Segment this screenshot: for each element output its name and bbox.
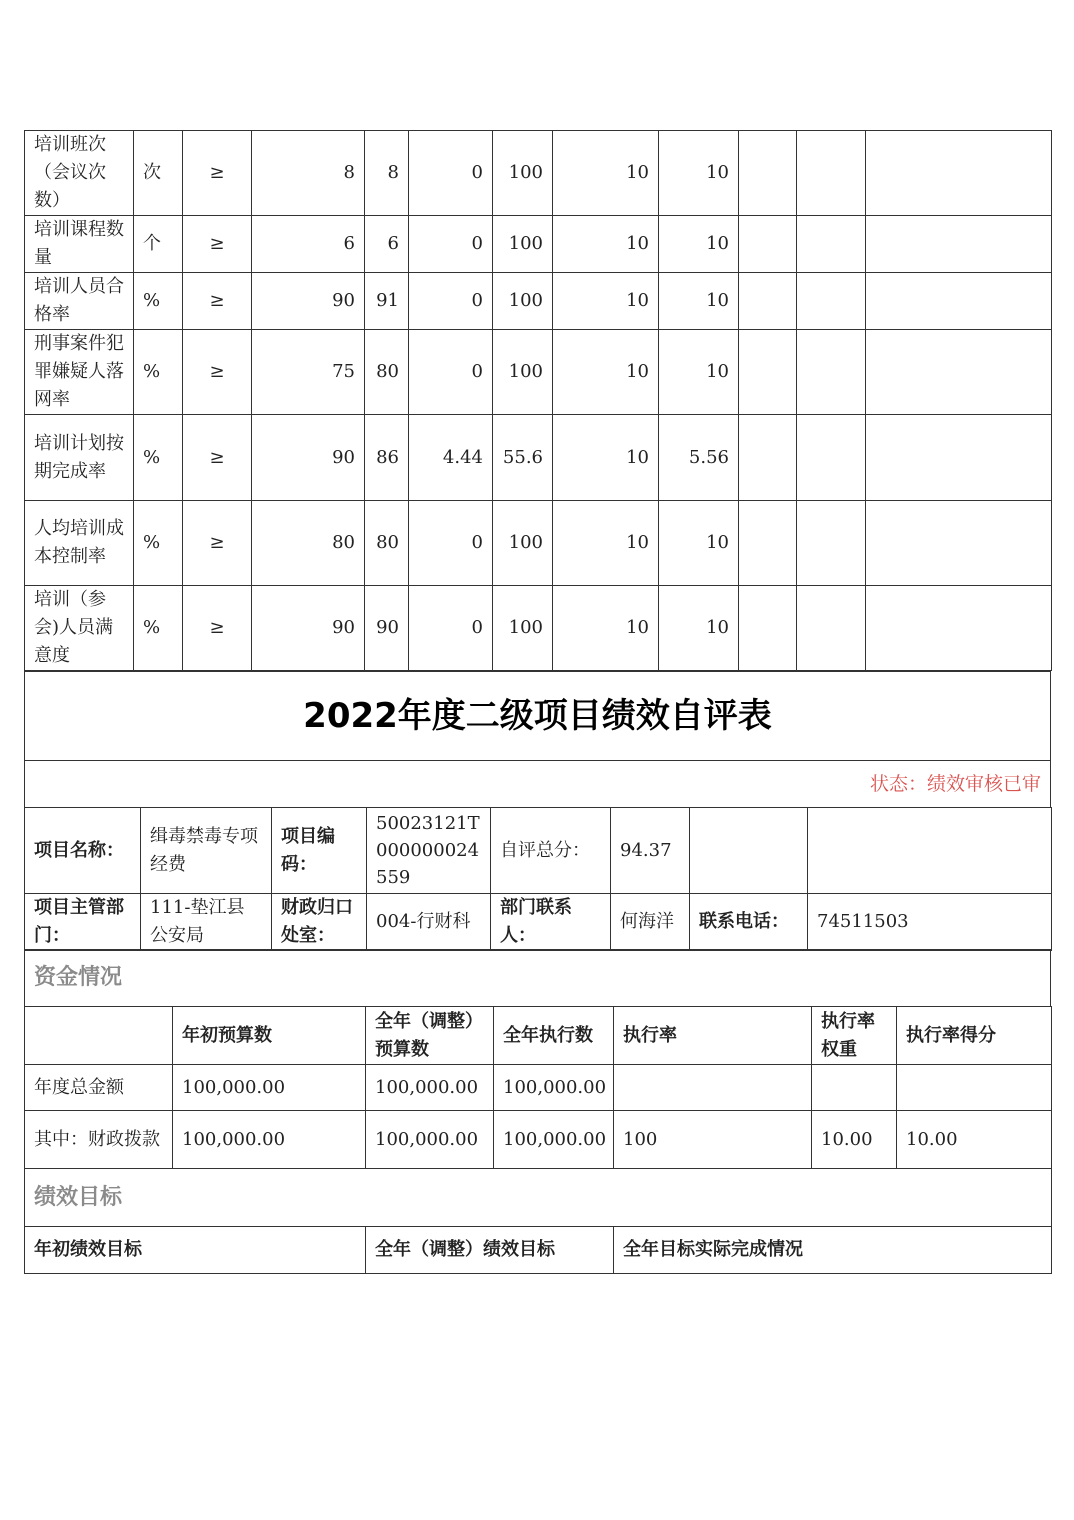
funds-table	[24, 1006, 1052, 1169]
indicator-weight: 10	[553, 216, 659, 273]
indicator-operator: ≥	[183, 216, 252, 273]
funds-cell	[614, 1065, 812, 1111]
funds-header-cell	[25, 1007, 173, 1065]
indicator-weight: 10	[553, 131, 659, 216]
empty-cell	[739, 330, 797, 415]
empty-cell	[866, 415, 1052, 501]
empty-cell	[866, 216, 1052, 273]
empty-cell	[739, 216, 797, 273]
empty-cell	[690, 808, 808, 894]
project-info-table	[24, 807, 1052, 951]
empty-cell	[866, 586, 1052, 671]
funds-cell: 年度总金额	[25, 1065, 173, 1111]
goals-table	[24, 1168, 1052, 1274]
total-score-value: 94.37	[611, 808, 690, 894]
funds-section-title: 资金情况	[25, 950, 1051, 1007]
goals-section-title: 绩效目标	[25, 1169, 1052, 1227]
indicator-score: 10	[659, 273, 739, 330]
funds-cell	[812, 1065, 897, 1111]
dept-label: 项目主管部门：	[25, 894, 141, 951]
funds-cell: 100,000.00	[366, 1111, 494, 1169]
funds-header-cell: 执行率权重	[812, 1007, 897, 1065]
indicator-weight: 10	[553, 273, 659, 330]
indicator-target: 90	[252, 273, 365, 330]
indicator-rate: 100	[493, 273, 553, 330]
funds-cell: 100,000.00	[494, 1111, 614, 1169]
indicator-score: 10	[659, 501, 739, 586]
indicator-row	[25, 330, 1052, 415]
empty-cell	[866, 501, 1052, 586]
indicator-name: 培训课程数量	[25, 216, 134, 273]
indicator-row	[25, 501, 1052, 586]
total-score-label: 自评总分：	[491, 808, 611, 894]
indicator-actual: 91	[365, 273, 409, 330]
indicator-unit: %	[134, 501, 183, 586]
dept-value: 111-垫江县公安局	[141, 894, 272, 951]
phone-label: 联系电话：	[690, 894, 808, 951]
indicator-rate: 100	[493, 586, 553, 671]
funds-cell: 10.00	[812, 1111, 897, 1169]
indicator-score: 10	[659, 330, 739, 415]
indicator-rate: 55.6	[493, 415, 553, 501]
indicator-actual: 80	[365, 501, 409, 586]
indicator-unit: 次	[134, 131, 183, 216]
indicator-row	[25, 415, 1052, 501]
empty-cell	[797, 415, 866, 501]
indicator-score: 10	[659, 131, 739, 216]
funds-header-row	[25, 1007, 1052, 1065]
funds-cell: 100,000.00	[366, 1065, 494, 1111]
indicator-rate: 100	[493, 501, 553, 586]
indicator-name: 人均培训成本控制率	[25, 501, 134, 586]
indicator-operator: ≥	[183, 330, 252, 415]
funds-header-cell: 执行率	[614, 1007, 812, 1065]
indicator-deviation: 0	[409, 501, 493, 586]
funds-header-cell: 年初预算数	[173, 1007, 366, 1065]
indicator-row	[25, 216, 1052, 273]
funds-cell: 100,000.00	[173, 1111, 366, 1169]
indicator-score: 10	[659, 586, 739, 671]
indicator-deviation: 0	[409, 586, 493, 671]
empty-cell	[797, 216, 866, 273]
indicator-row	[25, 273, 1052, 330]
funds-cell: 100,000.00	[494, 1065, 614, 1111]
indicator-rate: 100	[493, 216, 553, 273]
indicator-unit: %	[134, 586, 183, 671]
indicator-unit: %	[134, 273, 183, 330]
funds-row	[25, 1065, 1052, 1111]
empty-cell	[797, 586, 866, 671]
indicator-actual: 80	[365, 330, 409, 415]
indicator-target: 75	[252, 330, 365, 415]
indicator-operator: ≥	[183, 273, 252, 330]
indicator-actual: 6	[365, 216, 409, 273]
indicator-name: 培训计划按期完成率	[25, 415, 134, 501]
phone-value: 74511503	[808, 894, 1052, 951]
funds-row	[25, 1111, 1052, 1169]
funds-section	[24, 949, 1051, 1007]
empty-cell	[797, 501, 866, 586]
indicator-score: 5.56	[659, 415, 739, 501]
indicator-deviation: 0	[409, 330, 493, 415]
project-code-label: 项目编码：	[272, 808, 367, 894]
indicator-name: 刑事案件犯罪嫌疑人落网率	[25, 330, 134, 415]
indicator-rate: 100	[493, 131, 553, 216]
project-code-value: 50023121T000000024559	[367, 808, 491, 894]
empty-cell	[739, 586, 797, 671]
form-title: 2022年度二级项目绩效自评表	[25, 672, 1051, 761]
contact-label: 部门联系人：	[491, 894, 611, 951]
indicator-target: 90	[252, 586, 365, 671]
empty-cell	[739, 273, 797, 330]
finance-value: 004-行财科	[367, 894, 491, 951]
indicator-target: 80	[252, 501, 365, 586]
indicator-unit: %	[134, 415, 183, 501]
indicator-target: 90	[252, 415, 365, 501]
indicator-actual: 90	[365, 586, 409, 671]
indicator-deviation: 4.44	[409, 415, 493, 501]
form-header	[24, 671, 1051, 808]
indicator-weight: 10	[553, 501, 659, 586]
funds-cell: 100	[614, 1111, 812, 1169]
indicator-name: 培训人员合格率	[25, 273, 134, 330]
indicator-actual: 8	[365, 131, 409, 216]
funds-cell	[897, 1065, 1052, 1111]
goal-header-actual: 全年目标实际完成情况	[614, 1227, 1052, 1274]
indicator-target: 8	[252, 131, 365, 216]
indicator-name: 培训班次（会议次数）	[25, 131, 134, 216]
indicator-weight: 10	[553, 586, 659, 671]
indicator-unit: 个	[134, 216, 183, 273]
empty-cell	[739, 501, 797, 586]
goal-header-initial: 年初绩效目标	[25, 1227, 366, 1274]
indicator-row	[25, 586, 1052, 671]
project-name-label: 项目名称：	[25, 808, 141, 894]
finance-label: 财政归口处室：	[272, 894, 367, 951]
indicator-target: 6	[252, 216, 365, 273]
indicator-row	[25, 131, 1052, 216]
contact-value: 何海洋	[611, 894, 690, 951]
funds-header-cell: 全年（调整）预算数	[366, 1007, 494, 1065]
empty-cell	[797, 330, 866, 415]
funds-cell: 其中：财政拨款	[25, 1111, 173, 1169]
indicator-deviation: 0	[409, 273, 493, 330]
indicator-deviation: 0	[409, 216, 493, 273]
indicator-operator: ≥	[183, 415, 252, 501]
empty-cell	[866, 131, 1052, 216]
indicator-operator: ≥	[183, 131, 252, 216]
indicator-weight: 10	[553, 330, 659, 415]
indicator-weight: 10	[553, 415, 659, 501]
indicator-operator: ≥	[183, 586, 252, 671]
project-name-value: 缉毒禁毒专项经费	[141, 808, 272, 894]
empty-cell	[739, 415, 797, 501]
funds-header-cell: 执行率得分	[897, 1007, 1052, 1065]
indicator-name: 培训（参会)人员满意度	[25, 586, 134, 671]
indicator-actual: 86	[365, 415, 409, 501]
goal-header-adjusted: 全年（调整）绩效目标	[366, 1227, 614, 1274]
status-text: 状态：绩效审核已审	[25, 761, 1051, 808]
funds-cell: 100,000.00	[173, 1065, 366, 1111]
indicator-score: 10	[659, 216, 739, 273]
empty-cell	[866, 273, 1052, 330]
indicator-deviation: 0	[409, 131, 493, 216]
indicator-unit: %	[134, 330, 183, 415]
indicator-operator: ≥	[183, 501, 252, 586]
funds-header-cell: 全年执行数	[494, 1007, 614, 1065]
empty-cell	[739, 131, 797, 216]
indicator-table	[24, 130, 1052, 671]
empty-cell	[808, 808, 1052, 894]
indicator-rate: 100	[493, 330, 553, 415]
empty-cell	[797, 131, 866, 216]
empty-cell	[866, 330, 1052, 415]
funds-cell: 10.00	[897, 1111, 1052, 1169]
empty-cell	[797, 273, 866, 330]
